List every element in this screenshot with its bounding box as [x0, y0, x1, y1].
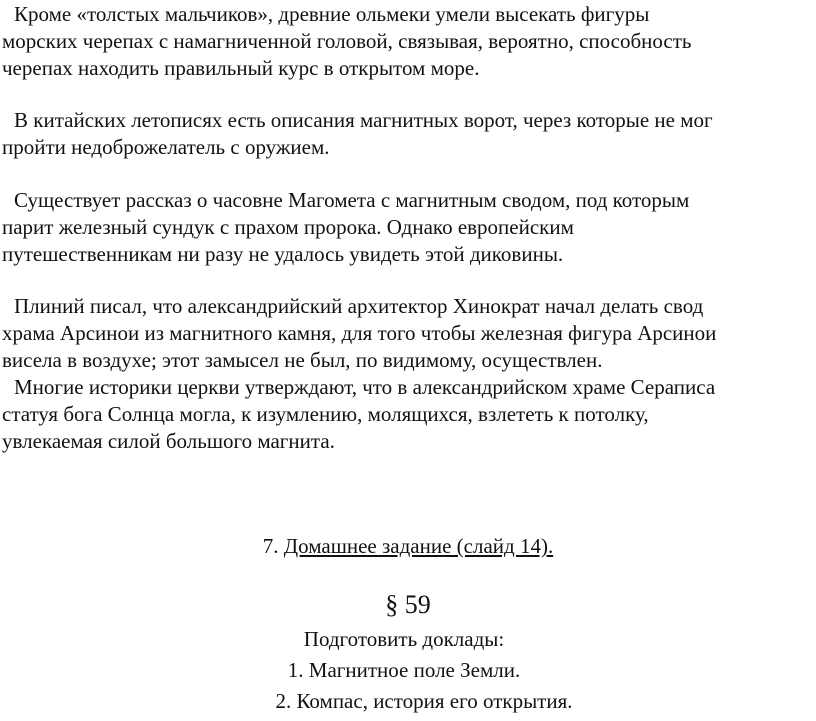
- paragraph-mohammed-chapel: Существует рассказ о часовне Магомета с магнитным сводом, под которым парит железный сундук с прахом пророка. Однако европейским путешественникам ни разу не удалось увидеть этой диковины.: [2, 188, 690, 266]
- homework-title: Домашнее задание (слайд 14).: [283, 534, 554, 558]
- paragraph-pliny: Плиний писал, что александрийский архитектор Хинократ начал делать свод храма Арсинои из магнитного камня, для того чтобы железная фигура Арсинои висела в воздухе; этот замысел не был, по видимому, осуществлен.: [2, 294, 717, 372]
- homework-heading: [0, 533, 816, 560]
- paragraph-chinese-chronicles: В китайских летописях есть описания магнитных ворот, через которые не мог пройти недоброжелатель с оружием.: [2, 108, 713, 159]
- report-item-2: 2. Компас, история его открытия.: [275, 689, 573, 713]
- paragraph-serapis-temple: Многие историки церкви утверждают, что в александрийском храме Сераписа статуя бога Солнца могла, к изумлению, молящихся, взлететь к потолку, увлекаемая силой большого магнита.: [2, 375, 716, 453]
- report-item-1: 1. Магнитное поле Земли.: [287, 658, 521, 682]
- prepare-reports-label: Подготовить доклады:: [303, 627, 505, 651]
- paragraph-olmecs: Кроме «толстых мальчиков», древние ольмеки умели высекать фигуры морских черепах с намагниченной головой, связывая, вероятно, способность черепах находить правильный курс в открытом море.: [2, 2, 692, 80]
- section-number: § 59: [385, 590, 431, 619]
- homework-number: 7.: [262, 534, 284, 558]
